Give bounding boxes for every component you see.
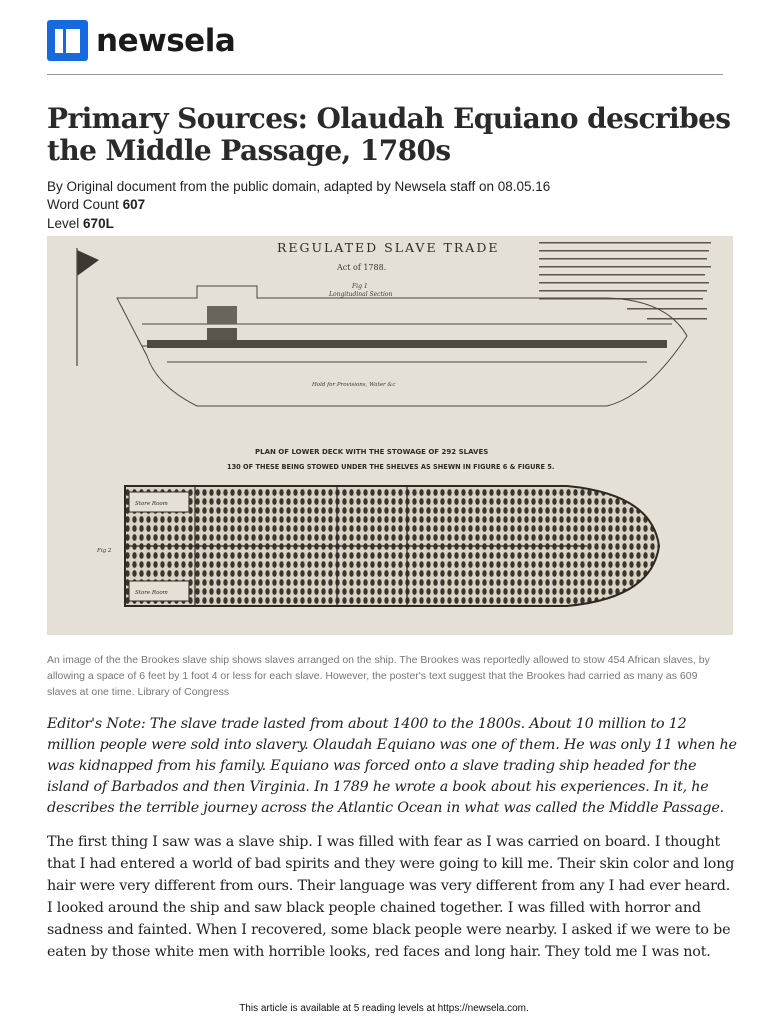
header-divider — [47, 74, 723, 75]
poster-shelves: 130 OF THESE BEING STOWED UNDER THE SHELVES AS SHEWN IN FIGURE 6 & FIGURE 5. — [227, 463, 555, 471]
article-body: The first thing I saw was a slave ship. I was filled with fear as I was carried on board. I thought that I had entered a world of bad spirits and they were going to kill me. Their skin color and long hair were very different from ours. Their language was very different from any I had ever heard. I looked around the ship and saw black people chained together. I was filled with horror and sadness and fainted. When I recovered, some black people were nearby. I asked if we were to be eaten by those white men with horrible looks, red faces and long hair. They told me I was not. — [47, 834, 735, 960]
editors-note: Editor's Note: The slave trade lasted from about 1400 to the 1800s. About 10 million to 12 million people were sold into slavery. Olaudah Equiano was one of them. He was only 11 when he was kidnapped from his family. Equiano was forced onto a slave trading ship headed for the island of Barbados and then Virginia. In 1789 he wrote a book about his experiences. In it, he describes the terrible journey across the Atlantic Ocean in what was called the Middle Passage. — [47, 716, 737, 816]
brookes-ship-image — [47, 236, 733, 635]
newsela-logo-icon[interactable] — [47, 20, 88, 61]
reading-level — [47, 215, 114, 233]
footer-note: This article is available at 5 reading levels at https://newsela.com. — [239, 1003, 529, 1014]
poster-store-room-top: Store Room — [135, 501, 168, 507]
word-count-value: 607 — [122, 197, 146, 212]
brand-name[interactable]: newsela — [96, 22, 236, 59]
poster-title: REGULATED SLAVE TRADE — [277, 240, 500, 255]
level-label: Level — [47, 216, 80, 231]
word-count-label: Word Count — [47, 197, 119, 212]
newsela-header — [47, 20, 235, 61]
article-byline: By Original document from the public domain, adapted by Newsela staff on 08.05.16 — [47, 179, 551, 194]
word-count — [47, 196, 145, 214]
poster-fig2: Fig 2 — [97, 548, 112, 554]
poster-hold-label: Hold for Provisions, Water &c — [312, 382, 396, 388]
article-title: Primary Sources: Olaudah Equiano describes the Middle Passage, 1780s — [47, 102, 731, 167]
level-value: 670L — [83, 216, 114, 231]
poster-section: Longitudinal Section — [329, 291, 393, 298]
image-caption: An image of the the Brookes slave ship shows slaves arranged on the ship. The Brookes was reportedly allowed to stow 454 African slaves, by allowing a space of 6 feet by 1 foot 4 or less for each slave. However, the poster's text suggest that the Brookes had carried as many as 609 slaves at one time. Library of Congress — [47, 654, 710, 698]
poster-store-room-bottom: Store Room — [135, 590, 168, 596]
poster-fig1: Fig 1 — [352, 283, 368, 290]
poster-lower-deck: PLAN OF LOWER DECK WITH THE STOWAGE OF 292 SLAVES — [255, 448, 489, 456]
poster-act: Act of 1788. — [337, 263, 387, 272]
